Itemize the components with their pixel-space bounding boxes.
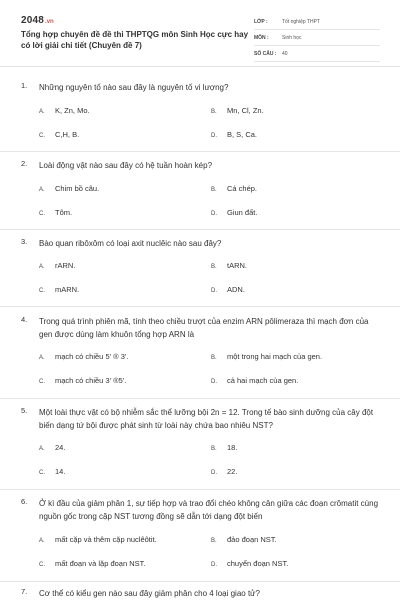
question-text: Cơ thể có kiểu gen nào sau đây giảm phân cho 4 loại giao tử? (39, 589, 260, 598)
question-number: 6. (21, 497, 28, 506)
option-b[interactable]: B. 18. (211, 443, 238, 452)
question-text: Một loài thực vật có bộ nhiễm sắc thể lưỡng bội 2n = 12. Trong tế bào sinh dưỡng của cây đột biến dạng tứ bội được phát sinh từ loài này chứa bao nhiêu NST? (39, 408, 374, 430)
meta-label: MÔN : (254, 34, 269, 41)
question-text: Ở kì đầu của giảm phân 1, sự tiếp hợp và trao đổi chéo không cân giữa các đoạn crômatit cùng nguồn gốc trong cặp NST tương đồng sẽ dẫn tới dạng đột biến (39, 499, 379, 521)
question-6 (0, 489, 400, 582)
meta-label: SỐ CÂU : (254, 50, 277, 57)
question-7 (0, 581, 400, 600)
question-3 (0, 229, 400, 307)
meta-label: LỚP : (254, 18, 268, 25)
option-b[interactable]: B. tARN. (211, 261, 248, 270)
option-d[interactable]: D. Giun đất. (211, 208, 258, 217)
question-number: 4. (21, 315, 28, 324)
option-c[interactable]: C. C,H, B. (39, 130, 80, 139)
option-d[interactable]: D. cả hai mạch của gen. (211, 376, 299, 385)
question-2 (0, 151, 400, 230)
option-c[interactable]: C. mất đoạn và lặp đoạn NST. (39, 559, 146, 568)
question-5 (0, 398, 400, 490)
question-text: Trong quá trình phiên mã, tính theo chiều trượt của enzim ARN pôlimeraza thì mạch đơn của gen được dùng làm khuôn tổng hợp ARN là (39, 317, 369, 339)
option-d[interactable]: D. chuyển đoạn NST. (211, 559, 289, 568)
question-number: 5. (21, 406, 28, 415)
question-number: 2. (21, 159, 28, 168)
option-d[interactable]: D. B, S, Ca. (211, 130, 258, 139)
exam-header (0, 0, 400, 67)
question-number: 1. (21, 81, 28, 90)
option-d[interactable]: D. ADN. (211, 285, 245, 294)
exam-meta (254, 14, 380, 62)
option-d[interactable]: D. 22. (211, 467, 238, 476)
brand-number: 2048 (21, 15, 45, 26)
brand-suffix: .vn (45, 19, 54, 25)
exam-title: Tổng hợp chuyên đề đề thi THPTQG môn Sinh Học cực hay có lời giải chi tiết (Chuyên đề 7) (21, 30, 249, 50)
meta-row-subject (254, 30, 380, 46)
question-text: Những nguyên tố nào sau đây là nguyên tố vi lượng? (39, 83, 229, 92)
question-1 (0, 66, 400, 152)
question-4 (0, 306, 400, 399)
meta-value: Sinh học (282, 34, 302, 41)
meta-row-class (254, 14, 380, 30)
meta-row-count (254, 46, 380, 62)
question-number: 3. (21, 237, 28, 246)
option-a[interactable]: A. mất cặp và thêm cặp nuclêôtit. (39, 535, 157, 544)
meta-value: Tốt nghiệp THPT (282, 18, 320, 25)
option-c[interactable]: C. mARN. (39, 285, 80, 294)
brand-logo[interactable] (21, 15, 54, 26)
option-a[interactable]: A. 24. (39, 443, 66, 452)
option-b[interactable]: B. Cá chép. (211, 184, 258, 193)
option-a[interactable]: A. rARN. (39, 261, 76, 270)
option-b[interactable]: B. đảo đoạn NST. (211, 535, 277, 544)
option-a[interactable]: A. mạch có chiều 5' ® 3'. (39, 352, 129, 361)
option-c[interactable]: C. 14. (39, 467, 66, 476)
option-a[interactable]: A. Chim bồ câu. (39, 184, 100, 193)
option-a[interactable]: A. K, Zn, Mo. (39, 106, 90, 115)
question-text: Bào quan ribôxôm có loại axit nuclêic nào sau đây? (39, 239, 222, 248)
question-number: 7. (21, 587, 28, 596)
option-c[interactable]: C. mạch có chiều 3' ®5'. (39, 376, 127, 385)
meta-value: 40 (282, 50, 288, 57)
option-c[interactable]: C. Tôm. (39, 208, 73, 217)
option-b[interactable]: B. Mn, Cl, Zn. (211, 106, 264, 115)
option-b[interactable]: B. một trong hai mạch của gen. (211, 352, 323, 361)
question-text: Loài động vật nào sau đây có hệ tuần hoàn kép? (39, 161, 213, 170)
